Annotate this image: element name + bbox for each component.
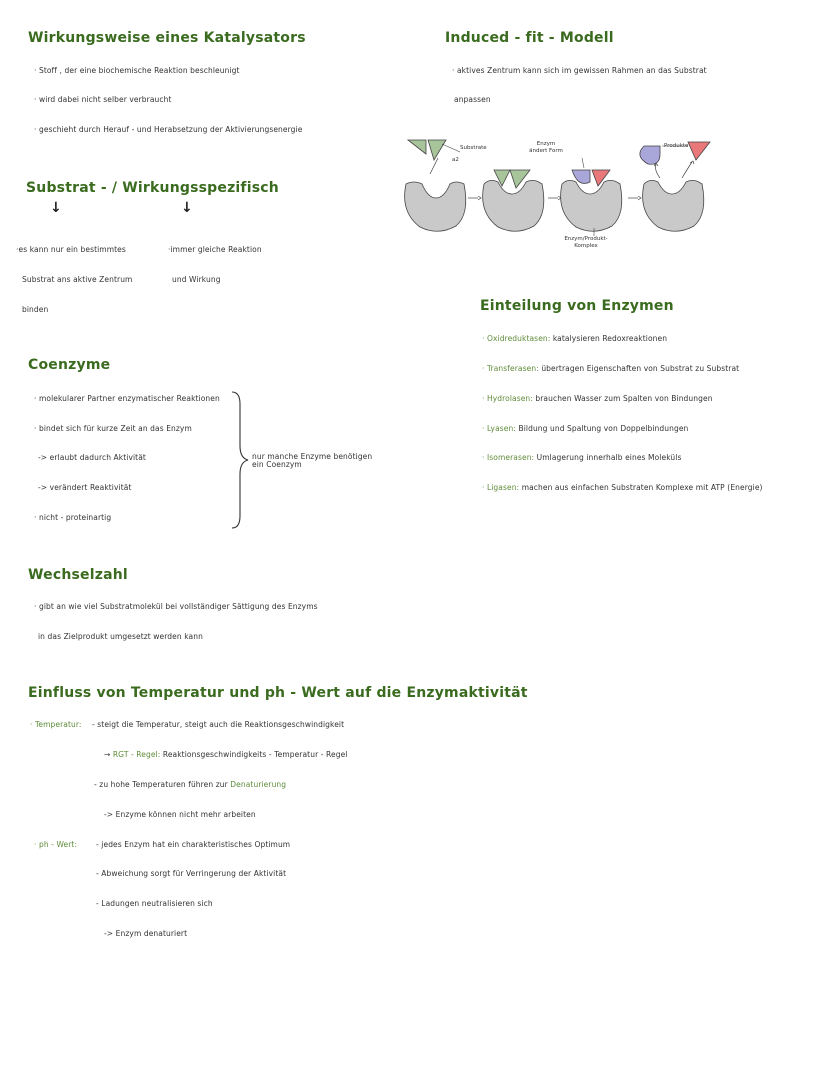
einteilung-item-5: · Isomerasen: Umlagerung innerhalb eines Moleküls — [482, 453, 682, 462]
coenzyme-line-3: -> erlaubt dadurch Aktivität — [38, 453, 146, 462]
katalysator-line-3: · geschieht durch Herauf - und Herabsetzung der Aktivierungsenergie — [34, 125, 303, 134]
coenzyme-line-4: -> verändert Reaktivität — [38, 483, 132, 492]
coenzyme-line-2: · bindet sich für kurze Zeit an das Enzym — [34, 424, 192, 433]
heading-induced-fit: Induced - fit - Modell — [445, 30, 614, 46]
wechselzahl-line-1: · gibt an wie viel Substratmolekül bei vollständiger Sättigung des Enzyms — [34, 602, 318, 611]
label-produkte: Produkte — [664, 143, 689, 149]
ph-line-4: -> Enzym denaturiert — [104, 929, 188, 938]
coenzyme-note-1: nur manche Enzyme benötigen — [252, 452, 373, 461]
temperatur-line-1: - steigt die Temperatur, steigt auch die Reaktionsgeschwindigkeit — [92, 720, 345, 729]
arrow-down-icon: ↓ — [50, 200, 62, 216]
label-enzym-aendert: Enzym ändert Form — [529, 141, 563, 154]
heading-spezifisch: Substrat - / Wirkungsspezifisch — [26, 180, 279, 196]
label-substrate: Substrate — [460, 145, 487, 151]
ph-line-2: - Abweichung sorgt für Verringerung der Aktivität — [96, 869, 287, 878]
spezifisch-right-2: und Wirkung — [172, 275, 221, 284]
coenzyme-line-5: · nicht - proteinartig — [34, 513, 112, 522]
temperatur-label: · Temperatur: — [30, 720, 82, 729]
heading-einteilung: Einteilung von Enzymen — [480, 298, 674, 314]
label-komplex: Enzym/Produkt-Komplex — [564, 236, 608, 249]
einteilung-item-1: · Oxidreduktasen: katalysieren Redoxreaktionen — [482, 334, 668, 343]
label-step: a2 — [452, 157, 459, 163]
einteilung-item-4: · Lyasen: Bildung und Spaltung von Doppelbindungen — [482, 424, 689, 433]
spezifisch-left-2: Substrat ans aktive Zentrum — [22, 275, 133, 284]
spezifisch-left-3: binden — [22, 305, 49, 314]
spezifisch-left-1: ·es kann nur ein bestimmtes — [16, 245, 126, 254]
heading-wechselzahl: Wechselzahl — [28, 567, 128, 583]
einteilung-item-2: · Transferasen: übertragen Eigenschaften von Substrat zu Substrat — [482, 364, 740, 373]
rgt-line: → RGT - Regel: Reaktionsgeschwindigkeits - Temperatur - Regel — [104, 750, 348, 759]
arrow-down-icon: ↓ — [181, 200, 193, 216]
heading-coenzyme: Coenzyme — [28, 357, 111, 373]
induced-fit-line-1: · aktives Zentrum kann sich im gewissen Rahmen an das Substrat — [452, 66, 707, 75]
coenzyme-note-2: ein Coenzym — [252, 460, 302, 469]
induced-fit-line-2: anpassen — [454, 95, 491, 104]
katalysator-line-2: · wird dabei nicht selber verbraucht — [34, 95, 172, 104]
curly-brace — [230, 390, 250, 530]
temperatur-line-2: - zu hohe Temperaturen führen zur Denaturierung — [94, 780, 287, 789]
einteilung-item-3: · Hydrolasen: brauchen Wasser zum Spalten von Bindungen — [482, 394, 713, 403]
ph-label: · ph - Wert: — [34, 840, 78, 849]
einteilung-item-6: · Ligasen: machen aus einfachen Substraten Komplexe mit ATP (Energie) — [482, 483, 763, 492]
heading-katalysator: Wirkungsweise eines Katalysators — [28, 30, 306, 46]
ph-line-1: - jedes Enzym hat ein charakteristisches Optimum — [96, 840, 291, 849]
katalysator-line-1: · Stoff , der eine biochemische Reaktion beschleunigt — [34, 66, 240, 75]
heading-einfluss: Einfluss von Temperatur und ph - Wert auf die Enzymaktivität — [28, 685, 528, 701]
wechselzahl-line-2: in das Zielprodukt umgesetzt werden kann — [38, 632, 203, 641]
coenzyme-line-1: · molekularer Partner enzymatischer Reaktionen — [34, 394, 220, 403]
ph-line-3: - Ladungen neutralisieren sich — [96, 899, 213, 908]
temperatur-line-3: -> Enzyme können nicht mehr arbeiten — [104, 810, 256, 819]
spezifisch-right-1: ·immer gleiche Reaktion — [168, 245, 262, 254]
